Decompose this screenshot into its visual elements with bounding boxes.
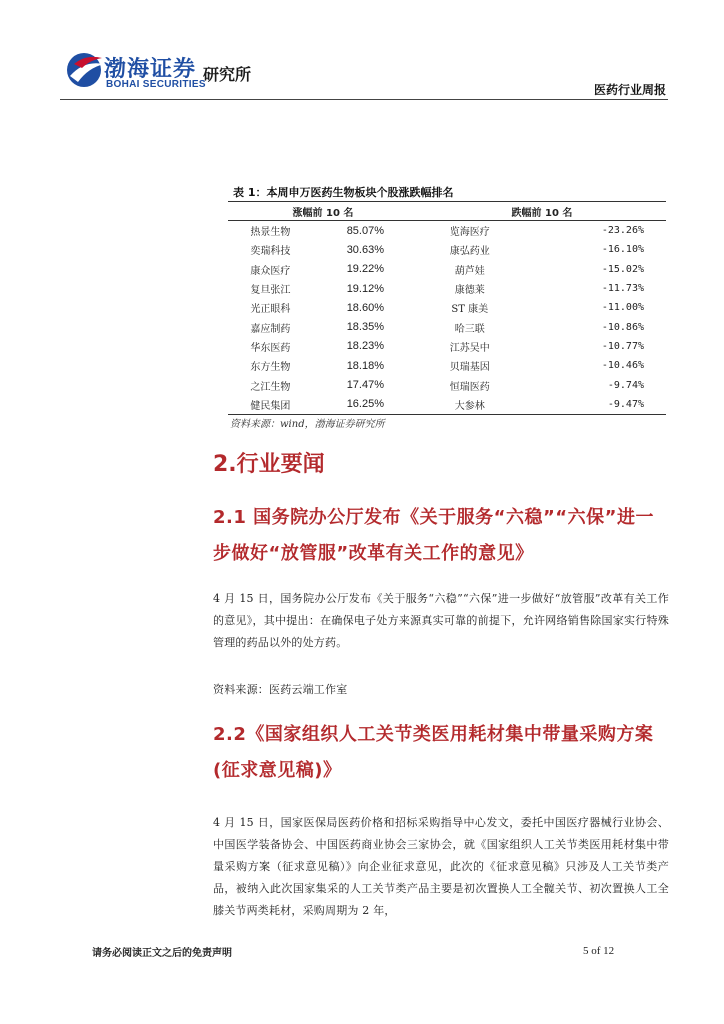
loser-change: -10.46% (601, 360, 644, 372)
gainer-name: 健民集团 (228, 395, 313, 415)
gainer-name: 奕瑞科技 (250, 246, 291, 258)
gainer-name: 复旦张江 (250, 285, 291, 297)
loser-change: -11.00% (601, 302, 644, 314)
brand-name-cn: 渤海证券 (104, 57, 197, 82)
page-number: 5 of 12 (583, 945, 615, 957)
loser-change: -9.47% (522, 395, 666, 415)
research-institute-label: 研究所 (203, 65, 252, 84)
gainers-header: 涨幅前 10 名 (228, 202, 418, 221)
loser-change: -16.10% (601, 244, 644, 256)
table-row (228, 395, 666, 415)
loser-change: -15.02% (601, 263, 644, 275)
table-row (228, 240, 666, 259)
table-row (228, 317, 666, 336)
loser-change: -23.26% (601, 225, 644, 237)
loser-name: 贝瑞基因 (449, 362, 490, 374)
gainer-change: 19.12% (346, 282, 384, 295)
table-caption: 表 1：本周申万医药生物板块个股涨跌幅排名 (233, 186, 454, 199)
news-heading-2: 2.2《国家组织人工关节类医用耗材集中带量采购方案(征求意见稿)》 (213, 724, 654, 781)
gainer-change: 19.22% (346, 263, 384, 276)
loser-name: ST 康美 (451, 304, 489, 316)
loser-name: 康德莱 (454, 285, 485, 297)
gainer-name: 之江生物 (250, 381, 291, 393)
gainer-change: 18.60% (346, 301, 384, 314)
loser-name: 江苏吴中 (449, 342, 490, 354)
table-row (228, 279, 666, 298)
gainer-change: 18.23% (346, 340, 384, 353)
table-row (228, 356, 666, 375)
loser-change: -10.77% (601, 340, 644, 352)
gainer-name: 华东医药 (250, 342, 291, 354)
section-heading: 2.行业要闻 (213, 452, 325, 477)
stock-ranking-table (228, 201, 666, 415)
gainer-name: 热景生物 (250, 227, 291, 239)
loser-name: 葫芦娃 (454, 265, 485, 277)
gainer-name: 嘉应制药 (250, 323, 291, 335)
loser-name: 大参林 (418, 395, 522, 415)
news-heading-1: 2.1 国务院办公厅发布《关于服务“六稳”“六保”进一步做好“放管服”改革有关工作的意见》 (213, 507, 654, 564)
gainer-name: 光正眼科 (250, 304, 291, 316)
gainer-change: 17.47% (346, 379, 384, 392)
loser-name: 康弘药业 (449, 246, 490, 258)
news-source-1: 资料来源：医药云端工作室 (213, 683, 348, 696)
table-row (228, 298, 666, 317)
gainer-change: 16.25% (313, 395, 418, 415)
table-header-row (228, 202, 666, 221)
gainer-name: 康众医疗 (250, 265, 291, 277)
gainer-change: 30.63% (346, 243, 384, 256)
header-divider (60, 99, 668, 100)
loser-name: 览海医疗 (449, 227, 490, 239)
bohai-logo-icon (64, 50, 108, 90)
gainer-change: 18.18% (346, 359, 384, 372)
gainer-change: 18.35% (346, 321, 384, 334)
loser-name: 恒瑞医药 (449, 381, 490, 393)
table-row (228, 375, 666, 394)
table-row (228, 337, 666, 356)
news-paragraph-1: 4 月 15 日，国务院办公厅发布《关于服务“六稳”“六保”进一步做好“放管服”改革有关工作的意见》，其中提出：在确保电子处方来源真实可靠的前提下，允许网络销售除国家实行特殊管理的药品以外的处方药。 (213, 592, 669, 649)
losers-header: 跌幅前 10 名 (418, 202, 666, 221)
table-source-note: 资料来源：wind，渤海证券研究所 (230, 419, 385, 430)
loser-change: -11.73% (601, 283, 644, 295)
table-row (228, 260, 666, 279)
brand-name-en: BOHAI SECURITIES (106, 79, 206, 90)
loser-name: 哈三联 (454, 323, 485, 335)
gainer-name: 东方生物 (250, 362, 291, 374)
report-type-title: 医药行业周报 (593, 83, 666, 97)
gainer-change: 85.07% (346, 224, 384, 237)
loser-change: -9.74% (607, 379, 644, 391)
news-paragraph-2: 4 月 15 日，国家医保局医药价格和招标采购指导中心发文，委托中国医疗器械行业协会、中国医学装备协会、中国医药商业协会三家协会，就《国家组织人工关节类医用耗材集中带量采购方案（征求意见稿）》向企业征求意见，此次的《征求意见稿》只涉及人工关节类产品，被纳入此次国家集采的人工关节类产品主要是初次置换人工全髋关节、初次置换人工全膝关节两类耗材，采购周期为 2 年， (213, 816, 669, 917)
disclaimer-notice: 请务必阅读正文之后的免责声明 (92, 948, 232, 959)
table-row (228, 221, 666, 241)
loser-change: -10.86% (601, 321, 644, 333)
